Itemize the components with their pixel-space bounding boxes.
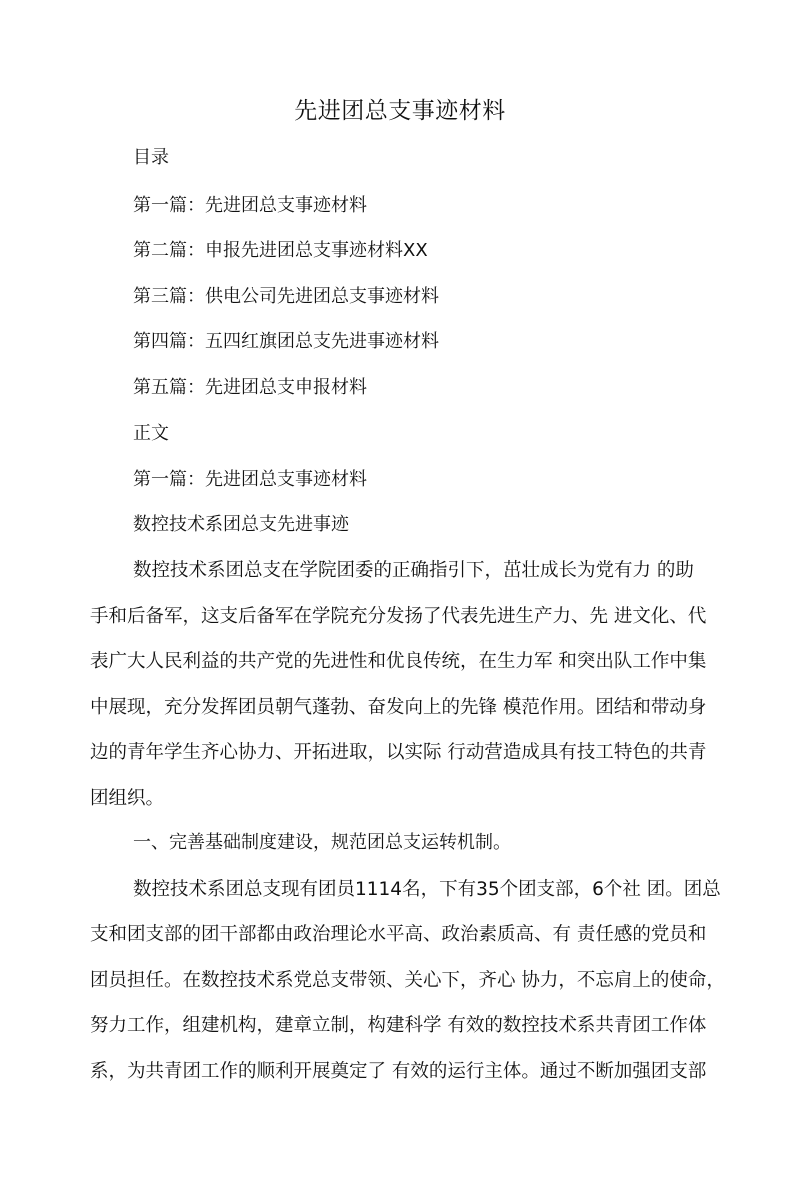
toc-item-5: 第五篇：先进团总支申报材料 bbox=[133, 377, 367, 398]
paragraph-line: 支和团支部的团干部都由政治理论水平高、政治素质高、有 责任感的党员和 bbox=[90, 924, 707, 945]
toc-item-4: 第四篇：五四红旗团总支先进事迹材料 bbox=[133, 331, 439, 352]
paragraph-line: 边的青年学生齐心协力、开拓进取，以实际 行动营造成具有技工特色的共青 bbox=[90, 742, 707, 763]
paragraph-line: 手和后备军，这支后备军在学院充分发扬了代表先进生产力、先 进文化、代 bbox=[90, 606, 707, 627]
toc-label: 目录 bbox=[133, 147, 169, 168]
paragraph-line: 数控技术系团总支现有团员1114名，下有35个团支部，6个社 团。团总 bbox=[133, 879, 721, 900]
chapter-heading: 第一篇：先进团总支事迹材料 bbox=[133, 469, 367, 490]
paragraph-line: 系，为共青团工作的顺利开展奠定了 有效的运行主体。通过不断加强团支部 bbox=[90, 1061, 707, 1082]
section-heading: 一、完善基础制度建设，规范团总支运转机制。 bbox=[133, 832, 511, 853]
toc-item-2: 第二篇：申报先进团总支事迹材料XX bbox=[133, 240, 428, 261]
toc-item-3: 第三篇：供电公司先进团总支事迹材料 bbox=[133, 286, 439, 307]
toc-item-1: 第一篇：先进团总支事迹材料 bbox=[133, 195, 367, 216]
body-label: 正文 bbox=[133, 423, 169, 444]
paragraph-line: 团组织。 bbox=[90, 788, 165, 809]
paragraph-line: 团员担任。在数控技术系党总支带领、关心下，齐心 协力，不忘肩上的使命， bbox=[90, 970, 725, 991]
document-title: 先进团总支事迹材料 bbox=[294, 98, 506, 124]
article-title: 数控技术系团总支先进事迹 bbox=[133, 514, 349, 535]
paragraph-line: 数控技术系团总支在学院团委的正确指引下，茁壮成长为党有力 的助 bbox=[133, 560, 694, 581]
paragraph-line: 表广大人民利益的共产党的先进性和优良传统，在生力军 和突出队工作中集 bbox=[90, 651, 707, 672]
paragraph-line: 努力工作，组建机构，建章立制，构建科学 有效的数控技术系共青团工作体 bbox=[90, 1015, 707, 1036]
paragraph-line: 中展现，充分发挥团员朝气蓬勃、奋发向上的先锋 模范作用。团结和带动身 bbox=[90, 697, 707, 718]
